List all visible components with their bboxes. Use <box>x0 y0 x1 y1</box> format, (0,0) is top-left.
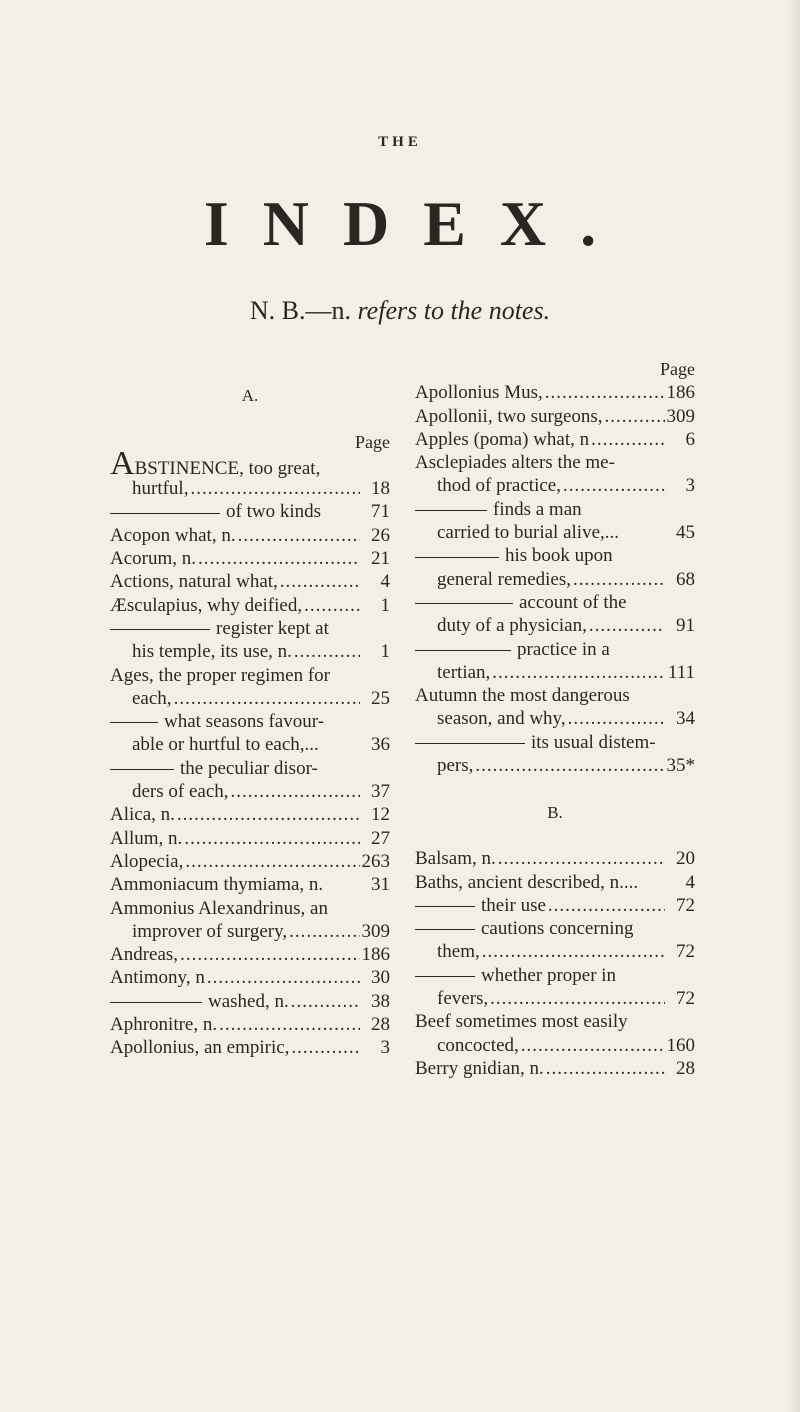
entry-text: duty of a physician, <box>437 615 587 637</box>
index-entry <box>415 405 695 428</box>
index-entry <box>110 897 390 920</box>
entry-text: his temple, its use, n. <box>132 641 292 663</box>
ditto-dash <box>110 769 174 770</box>
index-entry <box>415 987 695 1010</box>
entry-page: 27 <box>371 827 390 849</box>
entry-text: able or hurtful to each,... <box>132 734 319 756</box>
entry-page: 34 <box>676 708 695 730</box>
entry-page: 1 <box>380 594 390 616</box>
index-title: INDEX. <box>203 188 631 259</box>
entry-page: 1 <box>380 641 390 663</box>
page-column-label: Page <box>355 431 390 452</box>
entry-text: pers, <box>437 755 474 777</box>
index-entry <box>415 871 695 894</box>
index-entry <box>110 850 390 873</box>
section-letter-a: A. <box>241 386 259 405</box>
entry-text: Acopon what, n. <box>110 524 236 546</box>
index-entry <box>110 757 390 780</box>
entry-text: Allum, n. <box>110 827 183 849</box>
entry-page: 26 <box>371 524 390 546</box>
index-entry <box>415 1034 695 1057</box>
entry-text: Balsam, n. <box>415 848 496 870</box>
ditto-dash <box>415 603 513 604</box>
entry-text: Autumn the most dangerous <box>415 685 630 707</box>
entry-text: Ages, the proper regimen for <box>110 664 331 686</box>
page-column-label: Page <box>660 359 695 379</box>
entry-text: Apollonii, two surgeons, <box>415 405 603 427</box>
entry-text: cautions concerning <box>481 918 634 940</box>
entry-text: finds a man <box>493 498 582 520</box>
ditto-dash <box>415 557 499 558</box>
index-entry <box>415 381 695 404</box>
ditto-dash <box>415 650 511 651</box>
entry-text: Alopecia, <box>110 850 184 872</box>
index-entry <box>110 873 390 896</box>
entry-text: Apples (poma) what, n <box>415 428 590 450</box>
entry-page: 38 <box>371 990 390 1012</box>
entry-text: ders of each, <box>132 781 229 803</box>
entry-page: 263 <box>361 850 390 872</box>
index-entry <box>415 1010 695 1033</box>
nota-bene-line <box>0 296 800 326</box>
index-entry <box>110 664 390 687</box>
left-index-column <box>110 384 390 1060</box>
entry-text: what seasons favour- <box>164 711 325 733</box>
entry-page: 18 <box>371 478 390 500</box>
entry-text: Beef sometimes most easily <box>415 1011 628 1033</box>
index-entry <box>110 687 390 710</box>
entry-text: Apollonius, an empiric, <box>110 1037 290 1059</box>
entry-page: 3 <box>685 475 695 497</box>
index-entry <box>110 966 390 989</box>
running-heading: THE <box>378 134 422 150</box>
entry-text: Antimony, n <box>110 967 205 989</box>
entry-page: 71 <box>371 501 390 523</box>
entry-text: its usual distem- <box>531 731 656 753</box>
index-entry <box>415 707 695 730</box>
index-entry <box>110 640 390 663</box>
entry-page: 28 <box>676 1057 695 1079</box>
index-entry <box>415 451 695 474</box>
entry-text: thod of practice, <box>437 475 561 497</box>
entry-text: practice in a <box>517 638 610 660</box>
index-entry <box>110 570 390 593</box>
entry-text: Baths, ancient described, n.... <box>415 871 639 893</box>
entry-text: them, <box>437 941 480 963</box>
index-entry <box>415 428 695 451</box>
entry-page: 72 <box>676 988 695 1010</box>
index-entry <box>110 780 390 803</box>
entry-text: concocted, <box>437 1034 519 1056</box>
entry-text: tertian, <box>437 661 491 683</box>
entry-text: general remedies, <box>437 568 571 590</box>
index-entry <box>415 684 695 707</box>
entry-text: hurtful, <box>132 478 189 500</box>
entry-page: 6 <box>685 428 695 450</box>
entry-text: Apollonius Mus, <box>415 382 543 404</box>
index-entry <box>415 940 695 963</box>
entry-page: 20 <box>676 848 695 870</box>
index-entry <box>110 1036 390 1059</box>
index-entry <box>110 547 390 570</box>
entry-text: washed, n. <box>208 990 289 1012</box>
index-entry <box>110 920 390 943</box>
index-entry <box>110 827 390 850</box>
ditto-dash <box>415 906 475 907</box>
index-entry <box>110 594 390 617</box>
entry-page: 68 <box>676 568 695 590</box>
index-entry <box>415 1057 695 1080</box>
index-entry <box>415 544 695 567</box>
nota-bene-prefix: N. B.—n. <box>249 296 352 325</box>
entry-page: 36 <box>371 734 390 756</box>
entry-text: Alica, n. <box>110 804 175 826</box>
index-entry <box>110 803 390 826</box>
entry-text: improver of surgery, <box>132 920 288 942</box>
index-entry <box>415 731 695 754</box>
entry-text: fevers, <box>437 988 489 1010</box>
entry-text: Asclepiades alters the me- <box>415 452 615 474</box>
index-entry <box>415 638 695 661</box>
ditto-dash <box>110 1002 202 1003</box>
index-entry <box>110 500 390 523</box>
entry-text: Æsculapius, why deified, <box>110 594 303 616</box>
index-entry <box>415 568 695 591</box>
entry-text: account of the <box>519 591 627 613</box>
entry-page: 25 <box>371 687 390 709</box>
index-entry <box>110 1013 390 1036</box>
drop-cap: A <box>110 444 135 482</box>
index-entry <box>110 617 390 640</box>
entry-text: Berry gnidian, n. <box>415 1057 544 1079</box>
entry-text: Actions, natural what, <box>110 571 278 593</box>
left-entry-list <box>110 500 390 1059</box>
entry-text: Andreas, <box>110 944 179 966</box>
entry-page: 31 <box>371 874 390 896</box>
ditto-dash <box>415 929 475 930</box>
right-entry-list-a <box>415 381 695 777</box>
entry-page: 186 <box>666 382 695 404</box>
ditto-dash <box>415 510 487 511</box>
entry-page: 12 <box>371 804 390 826</box>
entry-page: 30 <box>371 967 390 989</box>
entry-page: 309 <box>361 920 390 942</box>
entry-text: Ammoniacum thymiama, n. <box>110 874 324 896</box>
index-entry <box>110 943 390 966</box>
index-entry <box>415 498 695 521</box>
section-letter-b: B. <box>547 802 563 822</box>
entry-page: 37 <box>371 781 390 803</box>
entry-text: whether proper in <box>481 964 617 986</box>
entry-page: 3 <box>380 1037 390 1059</box>
entry-text: Aphronitre, n. <box>110 1014 218 1036</box>
entry-page: 28 <box>371 1014 390 1036</box>
index-entry <box>415 591 695 614</box>
right-index-column <box>415 358 695 1080</box>
index-entry <box>110 524 390 547</box>
index-entry <box>415 894 695 917</box>
index-entry <box>110 444 390 482</box>
entry-text: season, and why, <box>437 708 566 730</box>
entry-page: 4 <box>685 871 695 893</box>
ditto-dash <box>110 722 158 723</box>
entry-text: BSTINENCE, too great, <box>134 457 321 479</box>
entry-text: of two kinds <box>226 501 321 523</box>
index-entry <box>110 477 390 500</box>
right-entry-list-b <box>415 847 695 1080</box>
entry-text: register kept at <box>216 617 329 639</box>
index-entry <box>415 917 695 940</box>
ditto-dash <box>110 513 220 514</box>
index-entry <box>415 964 695 987</box>
index-entry <box>415 521 695 544</box>
entry-text: his book upon <box>505 545 613 567</box>
index-entry <box>415 474 695 497</box>
index-entry <box>110 710 390 733</box>
entry-page: 72 <box>676 894 695 916</box>
index-entry <box>415 847 695 870</box>
entry-text: the peculiar disor- <box>180 757 318 779</box>
index-entry <box>415 661 695 684</box>
entry-page: 309 <box>666 405 695 427</box>
entry-page: 186 <box>361 944 390 966</box>
entry-text: each, <box>132 687 172 709</box>
entry-text: Ammonius Alexandrinus, an <box>110 897 328 919</box>
index-entry <box>110 733 390 756</box>
nota-bene-text: refers to the notes. <box>357 296 551 325</box>
entry-text: Acorum, n. <box>110 548 197 570</box>
ditto-dash <box>415 976 475 977</box>
entry-page: 111 <box>667 661 695 683</box>
entry-page: 35* <box>666 755 695 777</box>
entry-page: 4 <box>380 571 390 593</box>
entry-page: 91 <box>676 615 695 637</box>
ditto-dash <box>415 743 525 744</box>
entry-page: 72 <box>676 941 695 963</box>
index-entry <box>415 614 695 637</box>
entry-text: their use <box>481 894 546 916</box>
entry-page: 160 <box>666 1034 695 1056</box>
entry-text: carried to burial alive,... <box>437 522 620 544</box>
index-entry <box>415 754 695 777</box>
entry-page: 21 <box>371 548 390 570</box>
ditto-dash <box>110 629 210 630</box>
index-entry <box>110 990 390 1013</box>
entry-page: 45 <box>676 522 695 544</box>
